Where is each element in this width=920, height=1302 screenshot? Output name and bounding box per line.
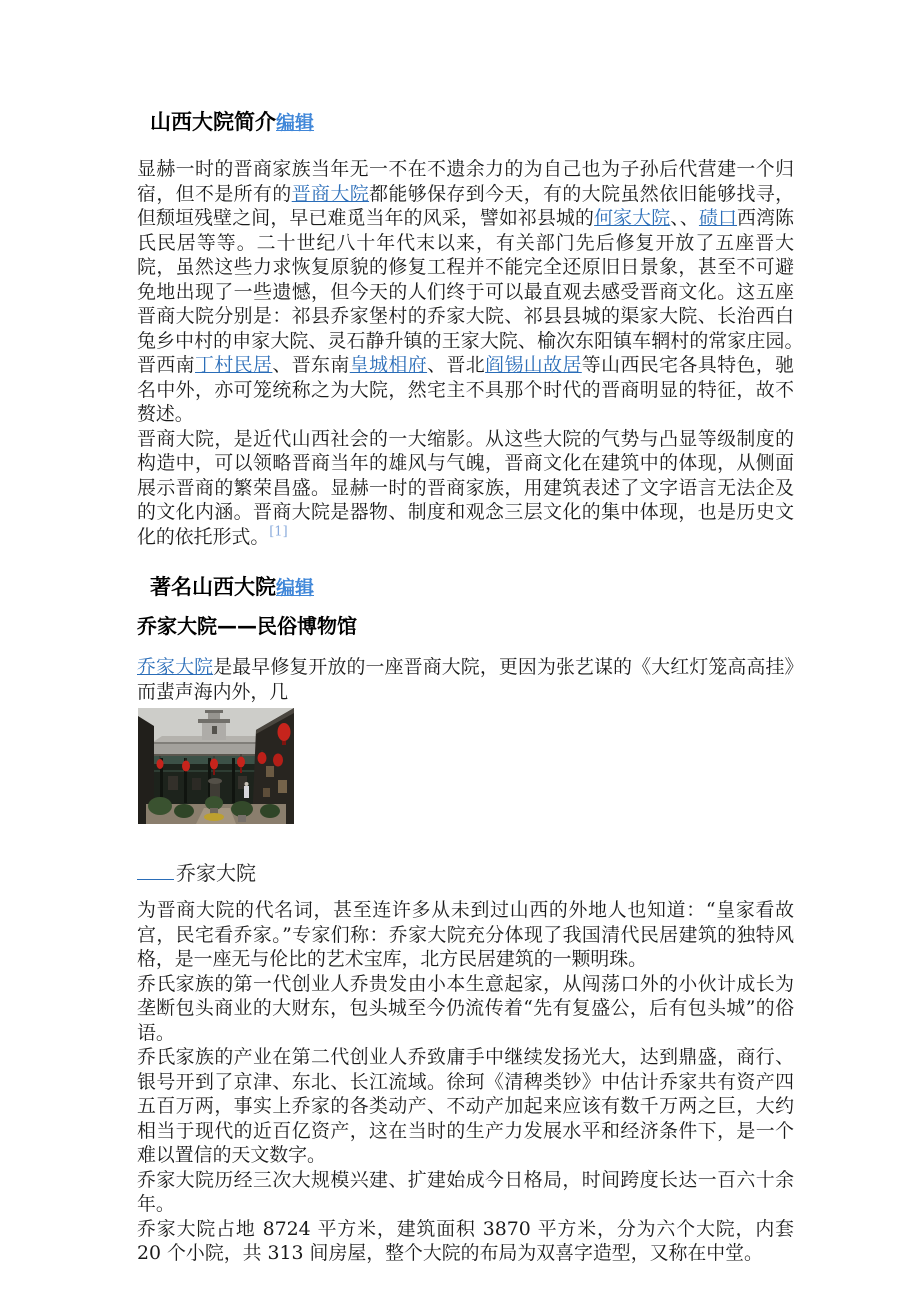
citation-ref-link[interactable]: [1]	[269, 524, 288, 540]
section-heading-shanxi-intro	[150, 108, 794, 137]
inline-link[interactable]: 晋商大院	[291, 182, 370, 205]
inline-link[interactable]: 何家大院	[594, 207, 671, 229]
text-run: 、晋北	[427, 354, 486, 376]
photo-yellow-flowers	[204, 813, 224, 821]
paragraph-intro-2	[137, 427, 794, 550]
text-run: 西湾陈氏民居等等。二十世纪八十年代末以来，有关部门先后修复开放了五座晋大院，虽然这些力求恢复原貌的修复工程并不能完全还原旧日景象，甚至不可避免地出现了一些遗憾，但今天的人们终于可以最直观去感受晋商文化。这五座晋商大院分别是：祁县乔家堡村的乔家大院、祁县县城的渠家大院、长治西白兔乡中村的申家大院、灵石静升镇的王家大院、榆次东阳镇车辋村的常家庄园。 晋西南	[137, 207, 813, 376]
inline-link[interactable]: 碛口	[698, 207, 738, 229]
text-run: 等山西民宅各具特色，驰名中外，亦可笼统称之为大院，然宅主不具那个时代的晋商明显的特征，故不赘述。	[137, 354, 795, 425]
qiao-courtyard-photo[interactable]	[138, 708, 294, 824]
figure-caption	[137, 860, 794, 886]
edit-link[interactable]: 编辑	[276, 577, 315, 599]
courtyard-photo-figure	[138, 708, 794, 824]
text-run: 、、	[670, 207, 699, 229]
section-title: 山西大院简介	[150, 110, 276, 134]
paragraph-qiao-intro	[137, 655, 794, 704]
inline-link[interactable]: 丁村民居	[195, 354, 273, 376]
paragraph-qiao-founder: 乔氏家族的第一代创业人乔贵发由小本生意起家，从闯荡口外的小伙计成长为垄断包头商业的大财东，包头城至今仍流传着“先有复盛公，后有包头城”的俗语。	[137, 972, 794, 1044]
text-run: 晋商大院，是近代山西社会的一大缩影。从这些大院的气势与凸显等级制度的构造中，可以领略晋商当年的雄风与气魄，晋商文化在建筑中的体现，从侧面展示晋商的繁荣昌盛。显赫一时的晋商家族，用建筑表述了文字语言无法企及的文化内涵。晋商大院是器物、制度和观念三层文化的集中体现，也是历史文化的依托形式。	[137, 427, 794, 548]
document-content	[137, 108, 813, 1266]
inline-link[interactable]: 乔家大院	[137, 656, 214, 678]
inline-link[interactable]: 皇城相府	[349, 354, 428, 376]
paragraph-intro-1	[137, 157, 813, 427]
figure-caption-text: 乔家大院	[176, 861, 256, 885]
text-run: 、晋东南	[272, 354, 350, 376]
text-run: 显赫一时的晋商家族当年无一不在不遗余力的为自己也为子孙后代营建一个归宿，但不是所有的	[137, 158, 794, 205]
inline-link[interactable]: 阎锡山故居	[485, 354, 582, 376]
text-run: 都能够保存到今天，有的大院虽然依旧能够找寻，但颓垣残壁之间，早已难觅当年的风采，譬如祁县城的	[137, 182, 795, 229]
edit-link[interactable]: 编辑	[276, 112, 315, 134]
subheading-qiao-museum: 乔家大院——民俗博物馆	[137, 614, 357, 638]
caption-blank-link[interactable]	[137, 861, 174, 880]
text-run: 是最早修复开放的一座晋商大院，更因为张艺谋的《大红灯笼高高挂》而蜚声海内外，几	[137, 656, 794, 703]
paragraph-qiao-history: 乔家大院历经三次大规模兴建、扩建始成今日格局，时间跨度长达一百六十余年。	[137, 1168, 794, 1215]
paragraph-qiao-size: 乔家大院占地 8724 平方米，建筑面积 3870 平方米，分为六个大院，内套 20 个小院，共 313 间房屋，整个大院的布局为双喜字造型，又称在中堂。	[137, 1217, 794, 1264]
photo-center-basin	[208, 778, 222, 799]
paragraph-qiao-wealth: 乔氏家族的产业在第二代创业人乔致庸手中继续发扬光大，达到鼎盛，商行、银号开到了京津、东北、长江流域。徐珂《清稗类钞》中估计乔家共有资产四五百万两，事实上乔家的各类动产、不动产加起来应该有数千万两之巨，大约相当于现代的近百亿资产，这在当时的生产力发展水平和经济条件下，是一个难以置信的天文数字。	[137, 1046, 794, 1166]
photo-person	[244, 782, 249, 798]
section-title: 著名山西大院	[150, 575, 276, 599]
section-heading-famous	[150, 573, 794, 602]
paragraph-qiao-fame: 为晋商大院的代名词，甚至连许多从未到过山西的外地人也知道：“皇家看故宫，民宅看乔家。”专家们称：乔家大院充分体现了我国清代民居建筑的独特风格，是一座无与伦比的艺术宝库，北方民居建筑的一颗明珠。	[137, 899, 794, 970]
